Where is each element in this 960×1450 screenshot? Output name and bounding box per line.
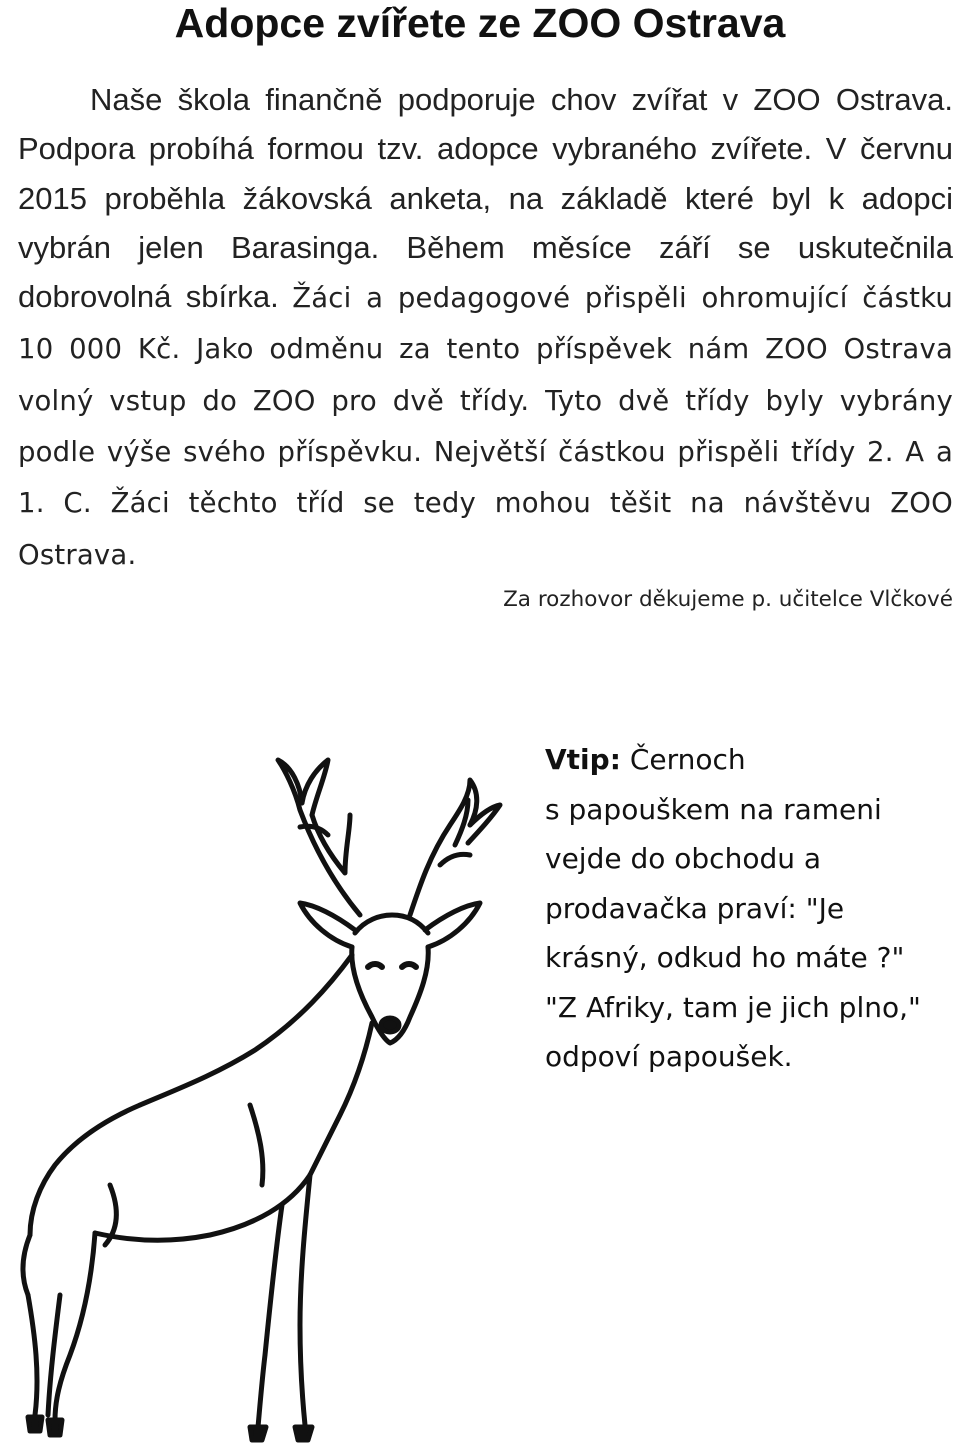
joke-line: prodavačka praví: "Je: [545, 891, 845, 925]
joke-box: [545, 735, 950, 1082]
article-part-1: Naše škola finančně podporuje chov zvířat v ZOO Ostrava. Podpora probíhá formou tzv. adopce vybraného zvířete. V červnu 2015 proběhla žákovská anketa, na základě které byl k adopci vybrán jelen Barasinga. Během měsíce září se uskutečnila dobrovolná sbírka.: [18, 82, 953, 315]
article-part-2: Žáci a pedagogové přispěli ohromující částku 10 000 Kč. Jako odměnu za tento příspěvek nám ZOO Ostrava volný vstup do ZOO pro dvě třídy. Tyto dvě třídy byly vybrány podle výše svého příspěvku. Největší částkou přispěli třídy 2. A a 1. C. Žáci těchto tříd se tedy mohou těšit na návštěvu ZOO Ostrava.: [18, 282, 954, 571]
joke-line: krásný, odkud ho máte ?": [545, 941, 905, 974]
joke-line: odpoví papoušek.: [545, 1040, 793, 1073]
joke-line: Černoch: [629, 743, 746, 776]
joke-line: "Z Afriky, tam je jich plno,": [545, 990, 921, 1024]
joke-line: vejde do obchodu a: [545, 842, 822, 875]
page-title: Adopce zvířete ze ZOO Ostrava: [174, 0, 786, 46]
joke-line: s papouškem na rameni: [545, 792, 882, 826]
joke-label: Vtip:: [545, 743, 621, 776]
deer-drawing-icon: [0, 755, 540, 1445]
article-text: [18, 75, 953, 580]
article-paragraph: [18, 75, 953, 580]
signature: Za rozhovor děkujeme p. učitelce Vlčkové: [503, 587, 953, 612]
joke-first-line: [545, 735, 950, 785]
